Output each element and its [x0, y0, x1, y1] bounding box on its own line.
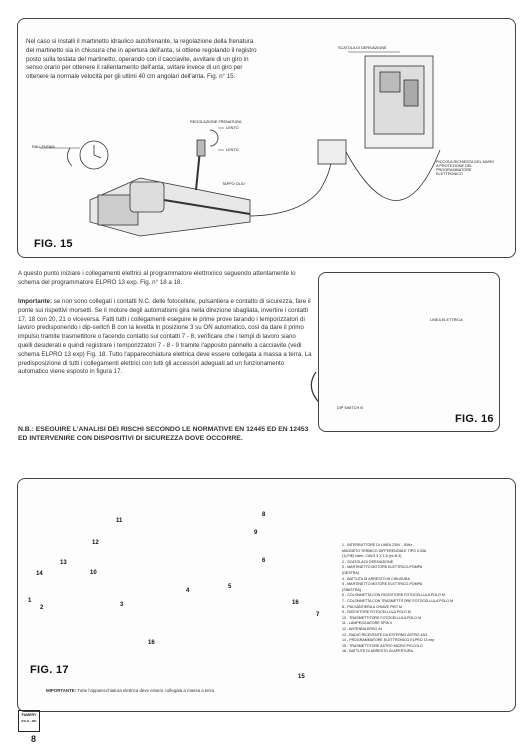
fig17-num-14: 14 — [36, 571, 43, 577]
fig17-num-12: 12 — [92, 540, 99, 546]
fig17-num-9: 9 — [254, 530, 258, 536]
fig16-label: FIG. 16 — [455, 413, 494, 425]
legend-item: 8 - PULSANTIERA A CHIAVE PIKT M — [342, 604, 402, 609]
legend-item: 13 - RADIO RICEVENTE DA ESTERNO ASTRO 43/1 — [342, 632, 428, 637]
logo-subtext: ITALIA - SRL — [21, 720, 37, 723]
legend-item: 6 - COLONNETTA CON RICEVITORE FOTOCELLULA POLO M — [342, 593, 445, 598]
callout-regolazione: REGOLAZIONE FRENATURA — [190, 120, 242, 124]
legend-item: 12 - ANTENNA ERSO 44 — [342, 626, 383, 631]
fig17-num-6: 6 — [262, 558, 266, 564]
callout-tappo: TAPPO OLIO — [222, 182, 245, 186]
legend-item: MAGNETO TERMICO DIFFERENZIALE TIPO 0,03A — [342, 548, 427, 553]
legend-item: 14 - PROGRAMMATORE ELETTRONICO ELPRO 13 exp — [342, 638, 435, 643]
fig17-num-8: 8 — [262, 512, 266, 518]
legend-item: 3 - MARTINETTO MOTORE ELETTRICO-POMPA — [342, 565, 423, 570]
callout-scatola: SCATOLA DI DERIVAZIONE — [338, 46, 387, 50]
fig17-num-5: 5 — [228, 584, 232, 590]
legend-item: 4 - BATTUTA DI ARRESTO IN CHIUSURA — [342, 576, 410, 581]
legend-item: 7 - COLONNETTA CON TRASMETTITORE FOTOCELLULA POLO M — [342, 598, 454, 603]
body-paragraph-2 — [18, 298, 312, 377]
page-number: 8 — [31, 734, 37, 744]
fig17-num-7: 7 — [316, 612, 320, 618]
fig17-label: FIG. 17 — [30, 664, 69, 676]
nb-warning: N.B.: ESEGUIRE L'ANALISI DEI RISCHI SECONDO LE NORMATIVE EN 12445 ED EN 12453 ED INTERVENIRE CON DISPOSITIVI DI SICUREZZA DOVE OCCORRE. — [18, 426, 309, 442]
fig17-num-4: 4 — [186, 588, 190, 594]
legend-item: 11 - LAMPEGGIATORE SPIA 4 — [342, 621, 392, 626]
callout-lento: LENTO — [226, 126, 239, 130]
fig15-drawing — [40, 52, 440, 236]
fig17-num-16a: 16 — [148, 640, 155, 646]
legend-item: 9 - RICEVITORE FOTOCELLULA POLO M — [342, 610, 411, 615]
legend-item: (1) PIE) Idem, CAVO 3 X 1,5 (ex fil 3) — [342, 554, 402, 559]
fig17-num-3: 3 — [120, 602, 124, 608]
important-lead: Importante: — [18, 298, 53, 305]
fig17-num-16b: 16 — [292, 600, 299, 606]
fig17-num-15: 15 — [298, 674, 305, 680]
fig17-num-2: 2 — [40, 605, 44, 611]
fig15-text: Nel caso si installi il martinetto idraulico autofrenante, la regolazione della frenatura del martinetto sia in chiusura che in apertura dell'anta, si ottiene regolando il registro posto sulla testata del martinetto, operando con il cacciavite, avvitare di un giro in senso orario per ottenere il rallentamento dell'anta, svitare invece di un giro per ottenere la normale velocità per gli ultimi 40 cm angolari dell'anta. Fig. n° 15. — [26, 38, 257, 81]
legend-item: 16 - BATTUTE DI ARRESTO IN APERTURA — [342, 649, 413, 654]
callout-linea: LINEA ELETTRICA — [430, 318, 463, 322]
fig17-num-11: 11 — [116, 518, 123, 524]
callout-lento-2: LENTO — [226, 148, 239, 152]
fig17-important-lead: IMPORTANTE: — [46, 688, 77, 693]
callout-piccolo: PICCOLA RICHIESTA DEL MURO A PROTEZIONE DEL PROGRAMMATORE ELETTRONICO — [436, 160, 495, 176]
fig17-important-text: Tutte l'apparecchiatura elettrica deve essere collegata a massa a terra. — [76, 688, 216, 693]
body-paragraph-1: A questo punto iniziare i collegamenti elettrici al programmatore elettronico seguendo attentamente lo schema del programmatore ELPRO 13 exp. Fig. n° 18 a 18. — [18, 270, 296, 286]
fig17-legend — [342, 543, 474, 655]
logo — [18, 710, 40, 732]
logo-text: FAMERY — [21, 713, 37, 717]
body-paragraph-2-text: se non sono collegati i contatti N.C. delle fotocellule, pulsantiera e contatto di sicurezza, fare il ponte sui rispettivi morsetti. Se il motore degli automatismi gira nella direzione sbagliata, invertire i contatti 17, 18 con 20, 21 o viceversa. Fatti tutti i collegamenti eseguire le prime prove tarando i temporizzatori di lavoro predisponendo i dip-switch B con la levetta in posizione 3 su ON automatico, così da dare il primo impulso tramite trasmettitore o facendo contatto sui contatti 7 - 8, verificare che i tempi di lavoro siano quelli desiderati e quindi registrare i temporizzatori 7 - 8 - 9 tramite l'apposito pannello a cacciavite (vedi schema ELPRO 13 exp) Fig. 18. Tutto l'apparecchiatura elettrica deve essere collegata a massa a terra. La predisposizione di tutti i collegamenti elettrici con tutti gli accessori adeguati ad un funzionamento automatico viene esposto in figura 17. — [18, 298, 312, 376]
callout-rallentam: RALLENTAM. — [32, 145, 56, 149]
legend-item: 5 - MARTINETTO MOTORE ELETTRICO-POMPA — [342, 582, 423, 587]
legend-item: 10 - TRASMETTITORE FOTOCELLULA POLO M — [342, 615, 422, 620]
legend-item: 1 - INTERRUTTORE DI LINEA 230V - 50Hz — [342, 543, 413, 547]
fig15-label: FIG. 15 — [34, 238, 73, 250]
legend-item: 15 - TRASMETTITORE ASTRO MICRO PICCOLO — [342, 643, 423, 648]
legend-item: (SINISTRA) — [342, 587, 361, 592]
fig17-num-13: 13 — [60, 560, 67, 566]
fig17-num-10: 10 — [90, 570, 97, 576]
legend-item: 2 - SCATOLA DI DERIVAZIONE — [342, 559, 394, 564]
fig17-num-1: 1 — [28, 598, 32, 604]
fig17-important — [46, 688, 286, 694]
callout-dip: DIP SWITCH B — [337, 406, 363, 410]
legend-item: (DESTRA) — [342, 570, 359, 575]
